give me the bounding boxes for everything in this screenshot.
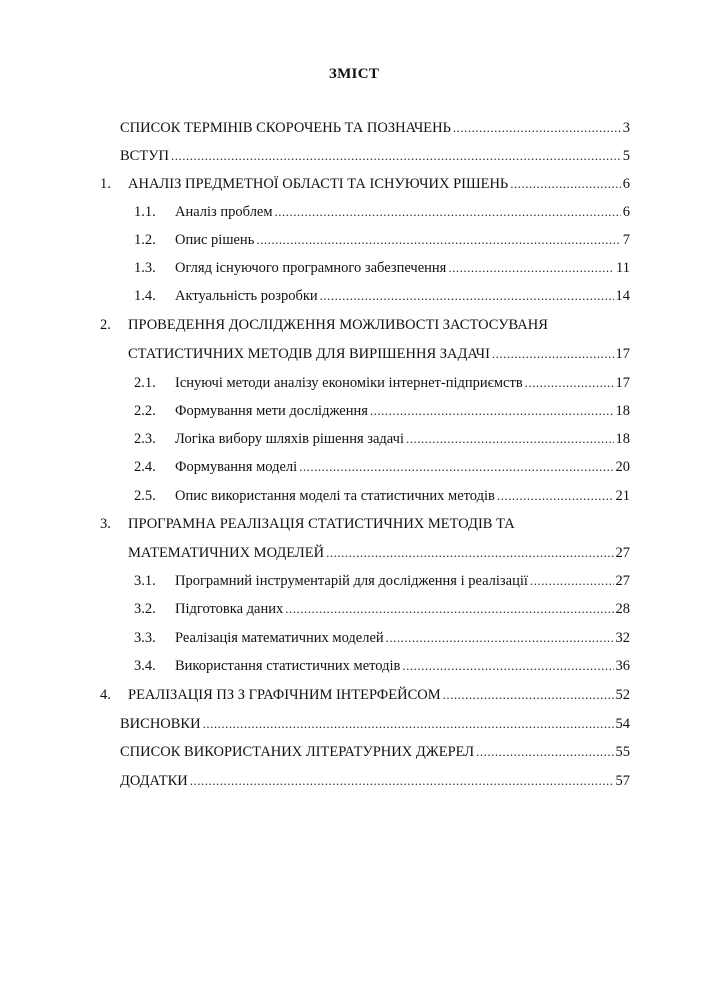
toc-entry-label: Опис використання моделі та статистичних методів [175,488,495,504]
toc-entry-label: Опис рішень [175,232,255,248]
toc-entry-references[interactable] [120,742,630,762]
toc-entry-label: РЕАЛІЗАЦІЯ ПЗ З ГРАФІЧНИМ ІНТЕРФЕЙСОМ [128,687,441,703]
toc-page-number: 54 [615,716,630,732]
toc-entry-section-4[interactable] [128,685,630,705]
toc-entry-2-3[interactable] [175,429,630,449]
toc-page-number: 7 [622,232,630,248]
toc-entry-3-4[interactable] [175,656,630,676]
toc-leader-dots [453,118,621,138]
toc-subsection-number: 2.5. [134,488,156,504]
toc-page-number: 6 [622,176,630,192]
toc-entry-1-1[interactable] [175,202,630,222]
toc-title: ЗМІСТ [328,66,380,82]
toc-leader-dots [530,571,614,591]
toc-entry-section-1[interactable] [128,174,630,194]
toc-page-number: 21 [615,488,630,504]
toc-page-number: 27 [615,545,630,561]
toc-entry-label: Актуальність розробки [175,288,318,304]
toc-entry-label: ВСТУП [120,148,169,164]
toc-entry-label-line1: ПРОГРАМНА РЕАЛІЗАЦІЯ СТАТИСТИЧНИХ МЕТОДІВ ТА [128,516,515,532]
toc-entry-1-2[interactable] [175,230,630,250]
toc-section-number: 1. [100,176,111,192]
toc-entry-label: Логіка вибору шляхів рішення задачі [175,431,404,447]
toc-entry-3-1[interactable] [175,571,630,591]
toc-leader-dots [492,344,614,364]
toc-entry-2-5[interactable] [175,486,630,506]
toc-leader-dots [203,714,614,734]
toc-page-number: 17 [615,375,630,391]
toc-entry-label: СТАТИСТИЧНИХ МЕТОДІВ ДЛЯ ВИРІШЕННЯ ЗАДАЧІ [128,346,490,362]
toc-entry-section-3[interactable] [128,543,630,563]
toc-page-number: 55 [615,744,630,760]
toc-entry-label: Аналіз проблем [175,204,273,220]
toc-leader-dots [406,429,614,449]
toc-entry-label: АНАЛІЗ ПРЕДМЕТНОЇ ОБЛАСТІ ТА ІСНУЮЧИХ РІШЕНЬ [128,176,509,192]
toc-entry-label: СПИСОК ВИКОРИСТАНИХ ЛІТЕРАТУРНИХ ДЖЕРЕЛ [120,744,475,760]
toc-leader-dots [299,457,613,477]
toc-subsection-number: 3.4. [134,658,156,674]
toc-entry-appendices[interactable] [120,771,630,791]
toc-entry-introduction[interactable] [120,146,630,166]
toc-subsection-number: 1.3. [134,260,156,276]
toc-subsection-number: 1.1. [134,204,156,220]
toc-leader-dots [497,486,614,506]
toc-page-number: 17 [615,346,630,362]
toc-entry-3-3[interactable] [175,628,630,648]
toc-subsection-number: 3.1. [134,573,156,589]
toc-entry-label: Підготовка даних [175,601,284,617]
toc-leader-dots [275,202,621,222]
toc-entry-2-2[interactable] [175,401,630,421]
toc-page-number: 6 [622,204,630,220]
toc-subsection-number: 2.2. [134,403,156,419]
toc-entry-label: ДОДАТКИ [120,773,188,789]
toc-subsection-number: 3.2. [134,601,156,617]
toc-leader-dots [525,373,614,393]
toc-section-number: 2. [100,317,111,333]
toc-subsection-number: 3.3. [134,630,156,646]
toc-entry-2-4[interactable] [175,457,630,477]
toc-leader-dots [326,543,613,563]
toc-leader-dots [320,286,614,306]
toc-page-number: 18 [615,403,630,419]
toc-leader-dots [386,628,614,648]
toc-subsection-number: 1.4. [134,288,156,304]
toc-entry-label: Огляд існуючого програмного забезпечення [175,260,447,276]
toc-page-number: 57 [615,773,630,789]
toc-leader-dots [443,685,614,705]
toc-page-number: 11 [616,260,630,276]
toc-subsection-number: 2.4. [134,459,156,475]
toc-page-number: 28 [615,601,630,617]
toc-entry-label-line1: ПРОВЕДЕННЯ ДОСЛІДЖЕННЯ МОЖЛИВОСТІ ЗАСТОСУВАНЯ [128,317,548,333]
toc-entry-1-3[interactable] [175,258,630,278]
toc-entry-label: Реалізація математичних моделей [175,630,384,646]
toc-subsection-number: 2.3. [134,431,156,447]
toc-entry-label: Існуючі методи аналізу економіки інтернет-підприємств [175,375,523,391]
toc-leader-dots [190,771,614,791]
toc-page-number: 32 [615,630,630,646]
toc-leader-dots [448,258,614,278]
toc-leader-dots [476,742,613,762]
toc-page-number: 27 [615,573,630,589]
toc-entry-label: Використання статистичних методів [175,658,401,674]
toc-leader-dots [370,401,614,421]
toc-page-number: 52 [615,687,630,703]
toc-leader-dots [171,146,621,166]
toc-leader-dots [402,656,613,676]
toc-entry-label: Програмний інструментарій для дослідження і реалізації [175,573,528,589]
toc-entry-section-2[interactable] [128,344,630,364]
toc-page-number: 20 [615,459,630,475]
toc-page-number: 3 [622,120,630,136]
toc-section-number: 4. [100,687,111,703]
toc-entry-abbreviations[interactable] [120,118,630,138]
toc-entry-label: Формування мети дослідження [175,403,368,419]
toc-subsection-number: 2.1. [134,375,156,391]
toc-section-number: 3. [100,516,111,532]
toc-page-number: 36 [615,658,630,674]
toc-entry-1-4[interactable] [175,286,630,306]
toc-page-number: 5 [622,148,630,164]
toc-entry-label: СПИСОК ТЕРМІНІВ СКОРОЧЕНЬ ТА ПОЗНАЧЕНЬ [120,120,451,136]
toc-entry-3-2[interactable] [175,599,630,619]
toc-entry-label: Формування моделі [175,459,298,475]
toc-page-number: 18 [615,431,630,447]
toc-entry-2-1[interactable] [175,373,630,393]
toc-page-number: 14 [615,288,630,304]
toc-leader-dots [285,599,613,619]
toc-entry-conclusions[interactable] [120,714,630,734]
toc-entry-label: ВИСНОВКИ [120,716,201,732]
toc-leader-dots [510,174,621,194]
toc-leader-dots [256,230,620,250]
toc-subsection-number: 1.2. [134,232,156,248]
toc-entry-label: МАТЕМАТИЧНИХ МОДЕЛЕЙ [128,545,325,561]
